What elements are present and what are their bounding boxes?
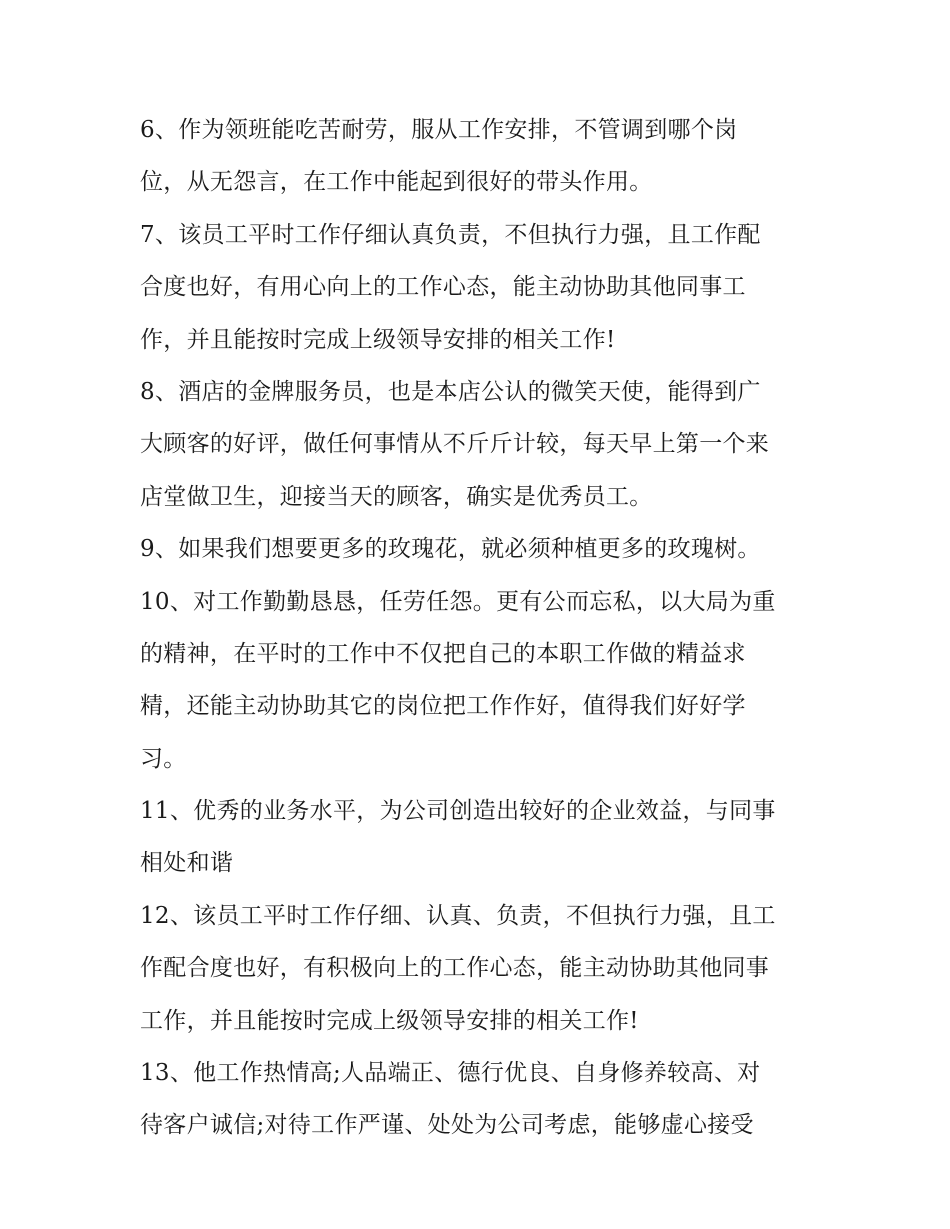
text-line: 7、该员工平时工作仔细认真负责，不但执行力强，且工作配 (140, 221, 761, 248)
text-line: 待客户诚信;对待工作严谨、处处为公司考虑，能够虚心接受 (140, 1112, 754, 1139)
text-line: 作配合度也好，有积极向上的工作心态，能主动协助其他同事 (140, 955, 770, 982)
text-line: 13、他工作热情高;人品端正、德行优良、自身修养较高、对 (140, 1060, 761, 1087)
text-line: 习。 (140, 745, 187, 772)
text-line: 作，并且能按时完成上级领导安排的相关工作! (140, 326, 616, 353)
text-line: 相处和谐 (140, 850, 234, 877)
text-line: 6、作为领班能吃苦耐劳，服从工作安排，不管调到哪个岗 (140, 117, 738, 143)
text-line: 10、对工作勤勤恳恳，任劳任怨。更有公而忘私，以大局为重 (140, 588, 776, 615)
text-line: 精，还能主动协助其它的岗位把工作作好，值得我们好好学 (140, 693, 746, 720)
text-line: 8、酒店的金牌服务员，也是本店公认的微笑天使，能得到广 (140, 378, 761, 405)
text-line: 合度也好，有用心向上的工作心态，能主动协助其他同事工 (140, 274, 746, 301)
text-line: 的精神，在平时的工作中不仅把自己的本职工作做的精益求 (140, 640, 746, 667)
text-line: 位，从无怨言，在工作中能起到很好的带头作用。 (140, 169, 653, 196)
text-line: 店堂做卫生，迎接当天的顾客，确实是优秀员工。 (140, 483, 653, 510)
text-line: 9、如果我们想要更多的玫瑰花，就必须种植更多的玫瑰树。 (140, 536, 761, 563)
document-body (140, 104, 820, 1152)
text-line: 12、该员工平时工作仔细、认真、负责，不但执行力强，且工 (140, 902, 776, 929)
text-line: 工作，并且能按时完成上级领导安排的相关工作! (140, 1007, 639, 1034)
text-line: 11、优秀的业务水平，为公司创造出较好的企业效益，与同事 (140, 798, 776, 825)
text-line: 大顾客的好评，做任何事情从不斤斤计较，每天早上第一个来 (140, 431, 770, 458)
